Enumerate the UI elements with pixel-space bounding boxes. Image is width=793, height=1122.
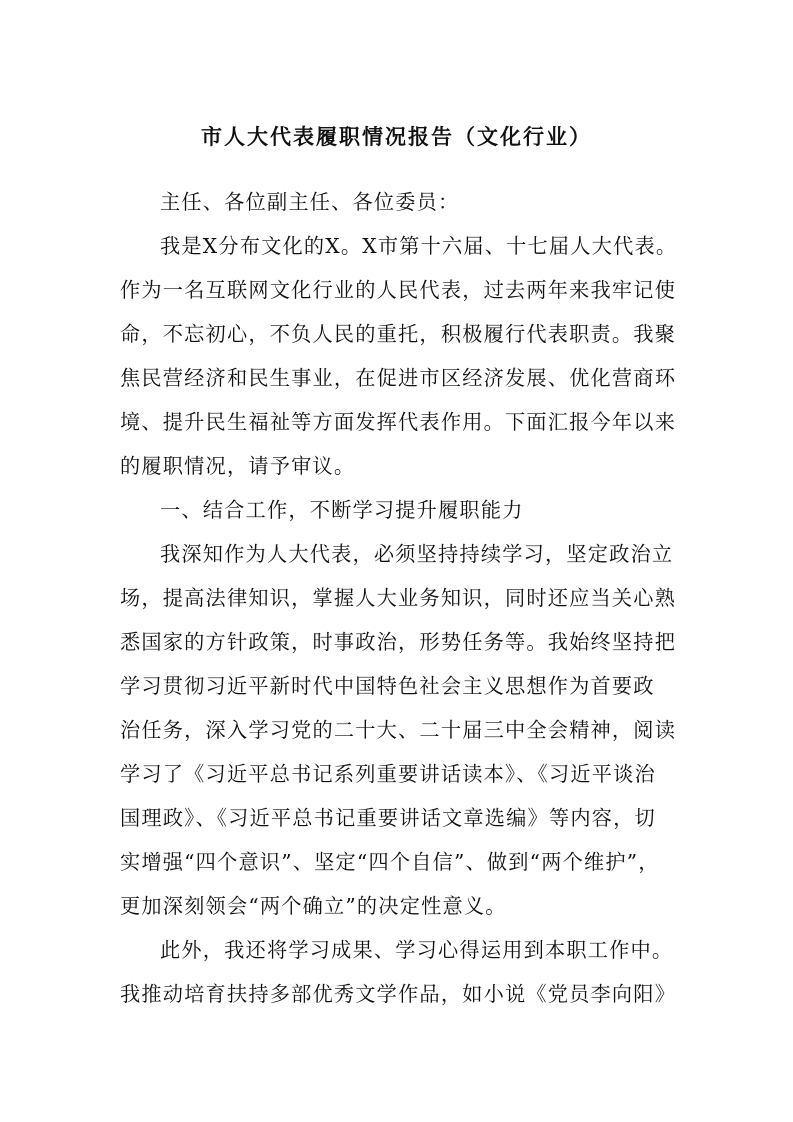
salutation-line: 主任、各位副主任、各位委员： (160, 190, 460, 214)
paragraph-line: 实增强“四个意识”、坚定“四个自信”、做到“两个维护”， (120, 850, 660, 874)
section-heading: 一、结合工作，不断学习提升履职能力 (160, 498, 524, 522)
paragraph-line: 此外，我还将学习成果、学习心得运用到本职工作中。 (160, 938, 674, 962)
paragraph-line: 的履职情况，请予审议。 (120, 454, 356, 478)
paragraph-line: 悉国家的方针政策，时事政治，形势任务等。我始终坚持把 (120, 630, 677, 654)
paragraph-line: 命，不忘初心，不负人民的重托，积极履行代表职责。我聚 (120, 322, 677, 346)
paragraph-line: 我推动培育扶持多部优秀文学作品，如小说《党员李向阳》 (120, 982, 677, 1006)
document-title: 市人大代表履职情况报告（文化行业） (201, 124, 592, 149)
paragraph-line: 作为一名互联网文化行业的人民代表，过去两年来我牢记使 (120, 278, 677, 302)
paragraph-line: 我是X分布文化的X。X市第十六届、十七届人大代表。 (160, 234, 678, 258)
paragraph-line: 场，提高法律知识，掌握人大业务知识，同时还应当关心熟 (120, 586, 677, 610)
paragraph-line: 治任务，深入学习党的二十大、二十届三中全会精神，阅读 (120, 718, 677, 742)
paragraph-line: 我深知作为人大代表，必须坚持持续学习，坚定政治立 (160, 542, 674, 566)
paragraph-line: 焦民营经济和民生事业，在促进市区经济发展、优化营商环 (120, 366, 677, 390)
paragraph-line: 更加深刻领会“两个确立”的决定性意义。 (120, 894, 507, 918)
paragraph-line: 学习了《习近平总书记系列重要讲话读本》、《习近平谈治 (120, 762, 656, 786)
paragraph-line: 学习贯彻习近平新时代中国特色社会主义思想作为首要政 (120, 674, 655, 698)
paragraph-line: 国理政》、《习近平总书记重要讲话文章选编》等内容，切 (120, 806, 656, 830)
paragraph-line: 境、提升民生福祉等方面发挥代表作用。下面汇报今年以来 (120, 410, 677, 434)
